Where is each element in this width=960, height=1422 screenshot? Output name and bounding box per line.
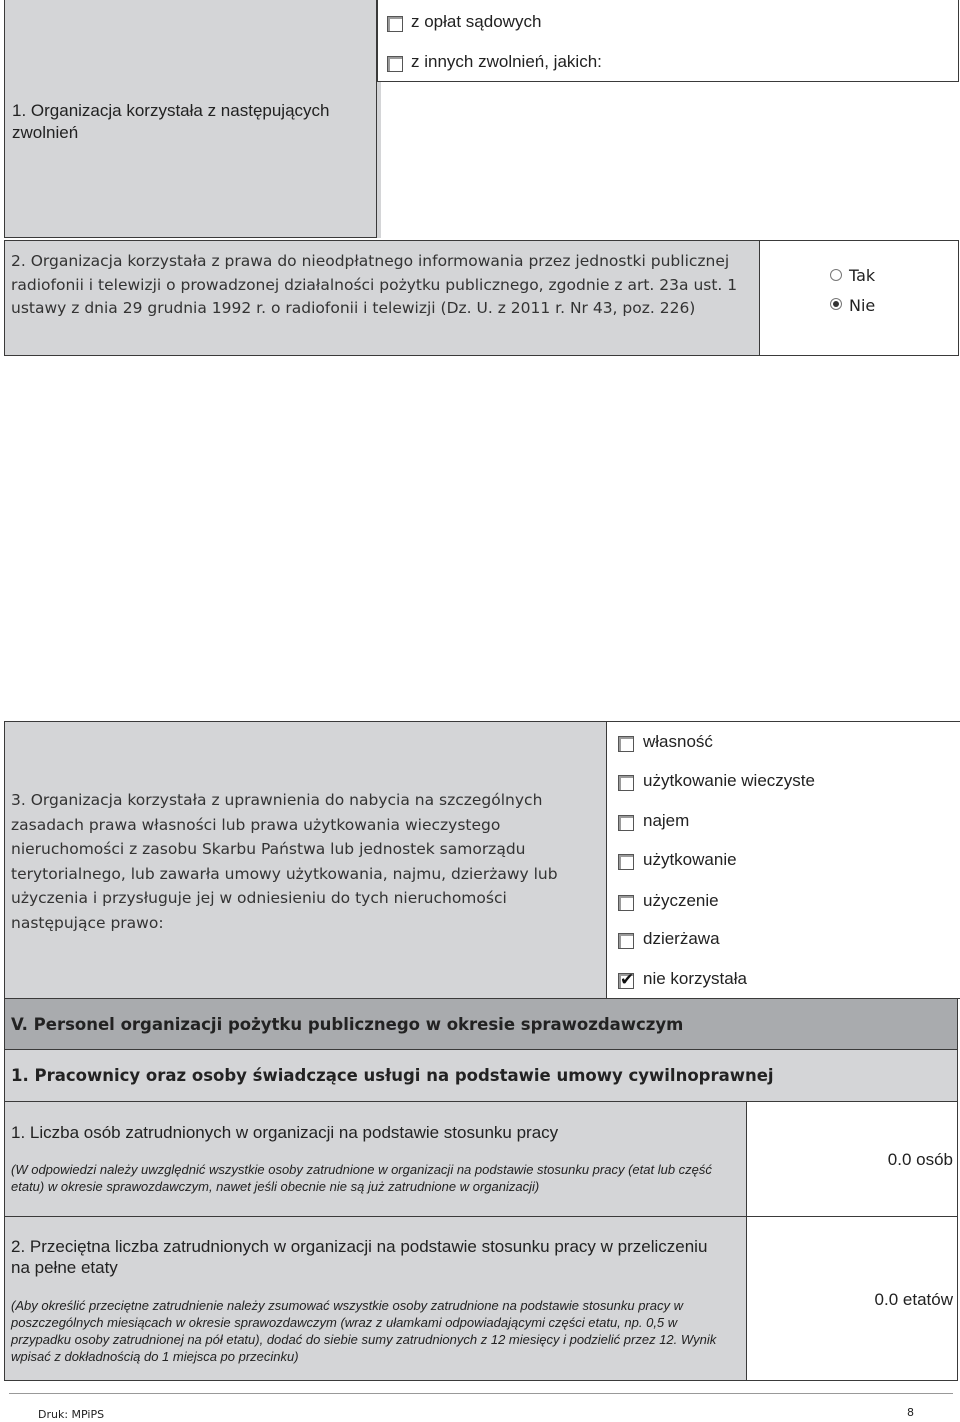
employees-row-note: (W odpowiedzi należy uwzględnić wszystkie osoby zatrudnione w organizacji na podstawie stosunku pracy (etat lub część etatu) w okresie sprawozdawczym, nawet jeśli obecnie nie są już zatrudnione w organizacji) (11, 1162, 712, 1194)
q3-option-uzytkowanie-wieczyste-checkbox[interactable] (618, 775, 634, 791)
q2-option-nie-radio[interactable] (830, 298, 842, 310)
q3-option-wlasnosc-checkbox[interactable] (618, 736, 634, 752)
section-v-subtitle: 1. Pracownicy oraz osoby świadczące usługi na podstawie umowy cywilnoprawnej (11, 1066, 774, 1085)
section-v-title: V. Personel organizacji pożytku publicznego w okresie sprawozdawczym (11, 1015, 684, 1034)
q3-option-nie-korzystala-checkbox[interactable] (618, 973, 634, 989)
employees-row-label-cell (4, 1101, 747, 1217)
q3-option-uzytkowanie-wieczyste-label: użytkowanie wieczyste (643, 771, 815, 790)
q1-option-0-label: z opłat sądowych (411, 12, 542, 31)
q3-option-wlasnosc-label: własność (643, 732, 713, 751)
q3-option-uzyczenie-checkbox[interactable] (618, 895, 634, 911)
section-v-subheader (4, 1049, 958, 1102)
fte-row-value-cell (746, 1216, 958, 1381)
footer-rule (9, 1393, 953, 1394)
q2-label: 2. Organizacja korzystała z prawa do nieodpłatnego informowania przez jednostki publicznej radiofonii i telewizji o prowadzonej działalności pożytku publicznego, zgodnie z art. 23a ust. 1 ustawy z dnia 29 grudnia 1992 r. o radiofonii i telewizji (Dz. U. z 2011 r. Nr 43, poz. 226) (11, 252, 738, 317)
q2-option-tak-label: Tak (849, 266, 876, 285)
q3-option-dzierzawa-label: dzierżawa (643, 929, 720, 948)
q2-option-nie-label: Nie (849, 296, 876, 315)
q3-option-uzyczenie-label: użyczenie (643, 891, 719, 910)
employees-row-label: 1. Liczba osób zatrudnionych w organizacji na podstawie stosunku pracy (11, 1123, 559, 1142)
section-v-header (4, 998, 958, 1050)
q1-option-1-label: z innych zwolnień, jakich: (411, 52, 602, 71)
q1-option-0-checkbox[interactable] (387, 16, 403, 32)
q2-option-tak-radio[interactable] (830, 269, 842, 281)
q1-label-cell (4, 0, 377, 238)
fte-value[interactable]: 0.0 etatów (874, 1290, 953, 1309)
q3-options-panel (606, 722, 960, 998)
employees-row-value-cell (746, 1101, 958, 1217)
footer-print-label: Druk: MPiPS (38, 1408, 105, 1421)
q2-options-cell (759, 240, 959, 356)
q1-label: 1. Organizacja korzystała z następujących zwolnień (12, 101, 330, 142)
fte-row-label-cell (4, 1216, 747, 1381)
q2-label-cell (4, 240, 760, 356)
fte-row-label: 2. Przeciętna liczba zatrudnionych w organizacji na podstawie stosunku pracy w przeliczeniu na pełne etaty (11, 1237, 708, 1277)
q3-option-nie-korzystala-label: nie korzystała (643, 969, 747, 988)
q3-option-najem-label: najem (643, 811, 690, 830)
footer-page-number: 8 (907, 1406, 914, 1419)
q3-option-najem-checkbox[interactable] (618, 815, 634, 831)
fte-row-note: (Aby określić przeciętne zatrudnienie należy zsumować wszystkie osoby zatrudnione na podstawie stosunku pracy w poszczególnych miesiącach w okresie sprawozdawczym (wraz z ułamkami odpowiadającymi części etatu, np. 0,5 w przypadku osoby zatrudnionej na pół etatu), dodać do siebie sumy zatrudnionych z 12 miesięcy i podzielić przez 12. Wynik wpisać z dokładnością do 1 miejsca po przecinku) (11, 1298, 717, 1364)
q3-option-uzytkowanie-checkbox[interactable] (618, 854, 634, 870)
q3-option-uzytkowanie-label: użytkowanie (643, 850, 737, 869)
q1-option-1-checkbox[interactable] (387, 56, 403, 72)
q3-label: 3. Organizacja korzystała z uprawnienia do nabycia na szczególnych zasadach prawa własności lub prawa użytkowania wieczystego nieruchomości z zasobu Skarbu Państwa lub jednostek samorządu terytorialnego, lub zawarła umowy użytkowania, najmu, dzierżawy lub użyczenia i przysługuje jej w odniesieniu do tych nieruchomości następujące prawo: (11, 791, 558, 932)
q3-option-dzierzawa-checkbox[interactable] (618, 933, 634, 949)
employees-value[interactable]: 0.0 osób (887, 1150, 953, 1169)
q1-options-cell (377, 0, 959, 82)
